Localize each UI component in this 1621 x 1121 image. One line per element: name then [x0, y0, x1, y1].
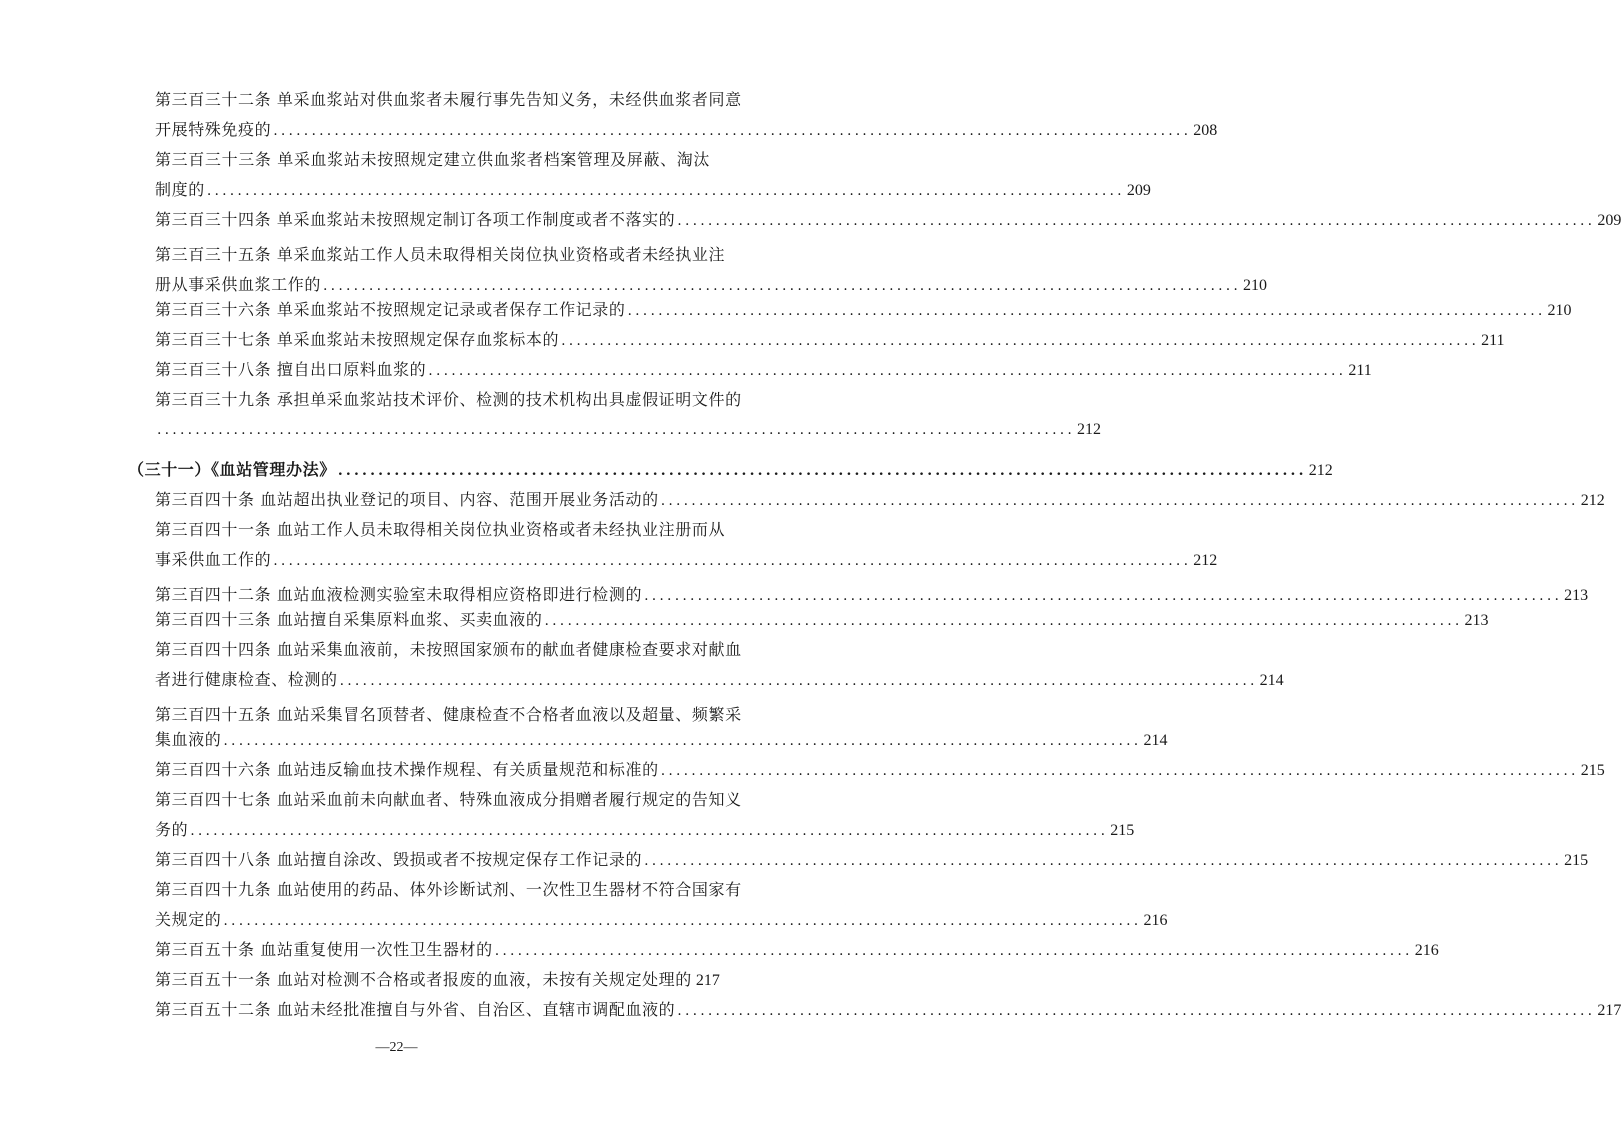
toc-entry-line: [155, 816, 1135, 844]
toc-entry-text: 者进行健康检查、检测的: [155, 670, 338, 689]
toc-entry-line: [155, 966, 720, 994]
toc-entry-text: 第三百四十四条 血站采集血液前，未按照国家颁布的献血者健康检查要求对献血: [155, 640, 742, 659]
toc-page-number: 215: [1110, 822, 1135, 839]
toc-page-number: 214: [1143, 732, 1168, 749]
page-number-footer: —22—: [375, 1040, 418, 1055]
toc-entry-line: [155, 386, 742, 414]
toc-entry-text: 第三百四十二条 血站血液检测实验室未取得相应资格即进行检测的: [155, 585, 643, 604]
toc-entry-text: 第三百三十五条 单采血浆站工作人员未取得相关岗位执业资格或者未经执业注: [155, 245, 726, 264]
toc-entry-text: 关规定的: [155, 910, 222, 929]
dot-leader: ........................................................................................................................: [223, 913, 1142, 929]
dot-leader: ........................................................................................................................: [337, 463, 1307, 479]
toc-page-number: 210: [1547, 302, 1572, 319]
toc-page-number: 212: [1308, 462, 1333, 479]
toc-entry-text: 第三百三十六条 单采血浆站不按照规定记录或者保存工作记录的: [155, 300, 626, 319]
toc-page-number: 209: [1597, 212, 1621, 229]
toc-page-number: 209: [1126, 182, 1151, 199]
toc-entry-line: [155, 606, 1489, 634]
toc-entry-line: [155, 876, 742, 904]
toc-entry-text: 第三百四十三条 血站擅自采集原料血浆、买卖血液的: [155, 610, 543, 629]
toc-entry-line: [155, 726, 1168, 754]
toc-page-number: 215: [1580, 762, 1605, 779]
dot-leader: ........................................................................................................................: [644, 853, 1563, 869]
toc-entry-line: [155, 116, 1218, 144]
toc-entry-line: [155, 756, 1605, 784]
toc-entry-text: 第三百三十二条 单采血浆站对供血浆者未履行事先告知义务，未经供血浆者同意: [155, 90, 742, 109]
toc-page-number: 215: [1564, 852, 1589, 869]
toc-entry-line: [155, 846, 1589, 874]
toc-page-number: 213: [1564, 587, 1589, 604]
dot-leader: ........................................................................................................................: [561, 333, 1480, 349]
toc-page-number: 217: [695, 972, 720, 989]
toc-page-number: 208: [1193, 122, 1218, 139]
toc-entry-text: 第三百三十八条 擅自出口原料血浆的: [155, 360, 427, 379]
toc-page-number: 217: [1597, 1002, 1621, 1019]
toc-entry-text: 开展特殊免疫的: [155, 120, 272, 139]
toc-entry-text: 集血液的: [155, 730, 222, 749]
dot-leader: ........................................................................................................................: [660, 493, 1579, 509]
toc-entry-line: [155, 176, 1151, 204]
dot-leader: ........................................................................................................................: [339, 673, 1258, 689]
toc-entry-text: 第三百四十五条 血站采集冒名顶替者、健康检查不合格者血液以及超量、频繁采: [155, 705, 742, 724]
toc-entry-line: [155, 486, 1605, 514]
toc-entry-text: 第三百四十九条 血站使用的药品、体外诊断试剂、一次性卫生器材不符合国家有: [155, 880, 742, 899]
toc-entry-line: [155, 206, 1621, 234]
toc-entry-text: 第三百四十八条 血站擅自涂改、毁损或者不按规定保存工作记录的: [155, 850, 643, 869]
toc-page-number: 216: [1143, 912, 1168, 929]
toc-entry-line: [155, 271, 1268, 299]
toc-entry-line: [155, 546, 1218, 574]
toc-entry-line: [155, 581, 1589, 609]
toc-entry-text: 第三百三十七条 单采血浆站未按照规定保存血浆标本的: [155, 330, 560, 349]
toc-entry-line: [155, 701, 742, 729]
toc-entry-line: [155, 516, 726, 544]
toc-entry-line: [155, 326, 1505, 354]
dot-leader: ........................................................................................................................: [677, 213, 1596, 229]
toc-entry-text: 务的: [155, 820, 189, 839]
dot-leader: ........................................................................................................................: [273, 123, 1192, 139]
toc-page-number: 216: [1414, 942, 1439, 959]
dot-leader: ........................................................................................................................: [157, 422, 1076, 438]
toc-entry-line: [155, 906, 1168, 934]
toc-page-number: 211: [1348, 362, 1372, 379]
dot-leader: ........................................................................................................................: [428, 363, 1347, 379]
toc-entry-text: 第三百五十一条 血站对检测不合格或者报废的血液，未按有关规定处理的: [155, 970, 692, 989]
toc-entry-text: 第三百五十条 血站重复使用一次性卫生器材的: [155, 940, 493, 959]
toc-entry-text: 第三百五十二条 血站未经批准擅自与外省、自治区、直辖市调配血液的: [155, 1000, 676, 1019]
toc-page-number: 210: [1243, 277, 1268, 294]
toc-entry-line: [155, 86, 742, 114]
toc-page-number: 214: [1259, 672, 1284, 689]
toc-page-number: 212: [1077, 421, 1102, 438]
toc-entry-text: 制度的: [155, 180, 205, 199]
toc-page-number: 211: [1481, 332, 1505, 349]
dot-leader: ........................................................................................................................: [190, 823, 1109, 839]
toc-entry-line: [155, 416, 1102, 444]
toc-entry-line: [155, 241, 726, 269]
toc-entry-line: [155, 786, 742, 814]
dot-leader: ........................................................................................................................: [627, 303, 1546, 319]
dot-leader: ........................................................................................................................: [323, 278, 1242, 294]
dot-leader: ........................................................................................................................: [223, 733, 1142, 749]
toc-entry-text: 册从事采供血浆工作的: [155, 275, 322, 294]
toc-entry-text: 第三百三十三条 单采血浆站未按照规定建立供血浆者档案管理及屏蔽、淘汰: [155, 150, 710, 169]
toc-entry-line: [155, 356, 1372, 384]
dot-leader: ........................................................................................................................: [660, 763, 1579, 779]
toc-entry-text: 事采供血工作的: [155, 550, 272, 569]
toc-entry-line: [155, 636, 742, 664]
toc-entry-line: [155, 296, 1572, 324]
toc-entry-line: [155, 146, 710, 174]
toc-page-number: 212: [1193, 552, 1218, 569]
dot-leader: ........................................................................................................................: [544, 613, 1463, 629]
dot-leader: ........................................................................................................................: [206, 183, 1125, 199]
toc-entry-line: [155, 996, 1621, 1024]
toc-entry-text: 第三百四十条 血站超出执业登记的项目、内容、范围开展业务活动的: [155, 490, 659, 509]
toc-page-number: 213: [1464, 612, 1489, 629]
toc-entry-text: 第三百三十九条 承担单采血浆站技术评价、检测的技术机构出具虚假证明文件的: [155, 390, 742, 409]
dot-leader: ........................................................................................................................: [677, 1003, 1596, 1019]
toc-entry-text: 第三百三十四条 单采血浆站未按照规定制订各项工作制度或者不落实的: [155, 210, 676, 229]
toc-entry-text: 第三百四十一条 血站工作人员未取得相关岗位执业资格或者未经执业注册而从: [155, 520, 726, 539]
toc-entry-text: （三十一）《血站管理办法》: [128, 460, 336, 479]
dot-leader: ........................................................................................................................: [644, 588, 1563, 604]
toc-section-heading: [128, 456, 1333, 484]
dot-leader: ........................................................................................................................: [494, 943, 1413, 959]
toc-entry-line: [155, 936, 1439, 964]
dot-leader: ........................................................................................................................: [273, 553, 1192, 569]
toc-entry-text: 第三百四十六条 血站违反输血技术操作规程、有关质量规范和标准的: [155, 760, 659, 779]
toc-page-number: 212: [1580, 492, 1605, 509]
toc-entry-line: [155, 666, 1284, 694]
toc-entry-text: 第三百四十七条 血站采血前未向献血者、特殊血液成分捐赠者履行规定的告知义: [155, 790, 742, 809]
